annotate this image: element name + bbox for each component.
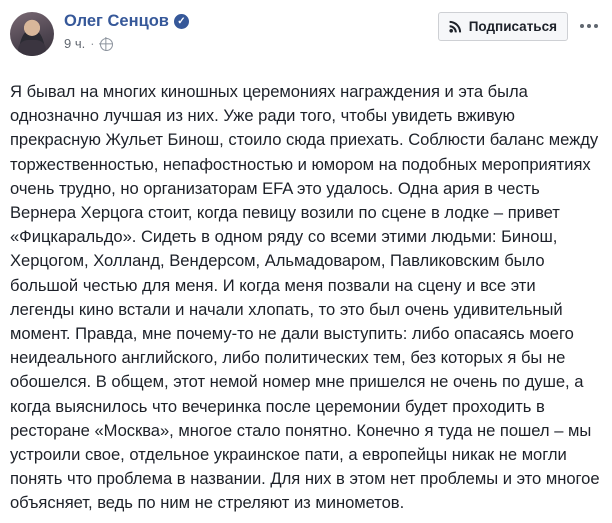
avatar[interactable] bbox=[10, 12, 54, 56]
globe-icon[interactable] bbox=[100, 38, 113, 51]
verified-check-icon: ✓ bbox=[174, 14, 189, 29]
rss-icon bbox=[449, 20, 462, 33]
follow-button[interactable] bbox=[438, 12, 568, 41]
post-text: Я бывал на многих киношных церемониях награждения и эта была однозначно лучшая из них. Уже ради того, чтобы увидеть вживую прекрасную Жульет Бинош, стоило сюда приехать. Соблюсти баланс между торжественностью, непафостностью и юмором на подобных мероприятиях очень трудно, но организаторам EFA это удалось. Одна ария в честь Вернера Херцога стоит, когда певицу возили по сцене в лодке – привет «Фицкаральдо». Сидеть в одном ряду со всеми этими людьми: Бинош, Херцогом, Холланд, Вендерсом, Альмадоваром, Павликовским было большой честью для меня. И когда меня позвали на сцену и все эти легенды кино встали и начали хлопать, то это был очень удивительный момент. Правда, мне почему-то не дали выступить: либо опасаясь моего неидеального английского, либо политических тем, без которых я бы не обошелся. В общем, этот немой номер мне пришелся не очень по душе, а когда выяснилось что вечеринка после церемонии будет проходить в ресторане «Москва», многое стало понятно. Конечно я туда не пошел – мы устроили свое, отдельное украинское пати, а европейцы никак не могли понять что проблема в названии. Для них в этом нет проблемы и это многое объясняет, ведь по ним не стреляют из минометов. bbox=[10, 82, 600, 513]
follow-button-label: Подписаться bbox=[468, 19, 557, 34]
post-timestamp[interactable]: 9 ч. bbox=[64, 36, 86, 51]
meta-separator: · bbox=[90, 36, 95, 51]
dot bbox=[580, 24, 584, 28]
author-name[interactable]: Олег Сенцов bbox=[64, 12, 169, 30]
post-author-block bbox=[64, 10, 438, 52]
post-header bbox=[10, 10, 602, 68]
post-meta bbox=[64, 36, 438, 52]
ellipsis-horizontal-icon[interactable] bbox=[576, 13, 602, 39]
dot bbox=[587, 24, 591, 28]
author-name-row bbox=[64, 11, 438, 31]
dot bbox=[594, 24, 598, 28]
post-header-actions bbox=[438, 10, 602, 41]
